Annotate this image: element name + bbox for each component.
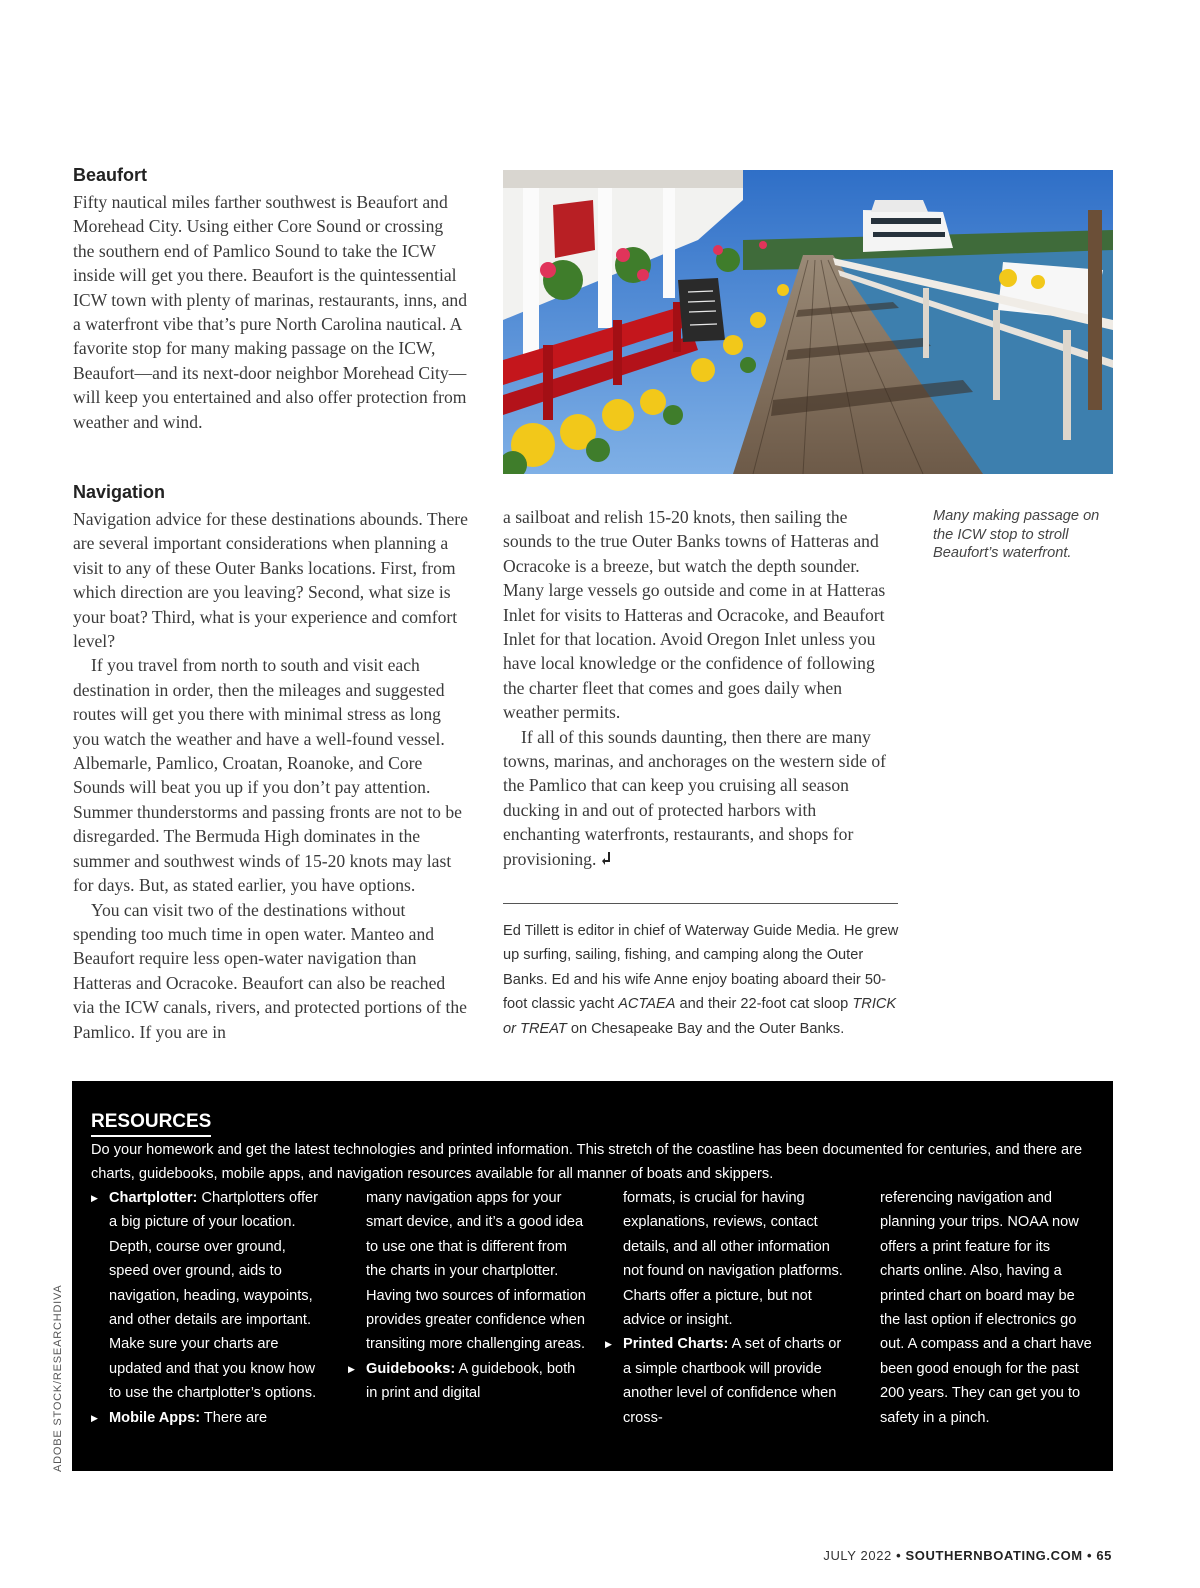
resources-column-2 (348, 1186, 586, 1406)
navigation-paragraph-4: a sailboat and relish 15-20 knots, then sailing the sounds to the true Outer Banks towns of Hatteras and Ocracoke is a breeze, but watch the depth sounder. Many large vessels go outside and come in at Hatteras Inlet for visits to Hatteras and Ocracoke, and Beaufort Inlet for that location. Avoid Oregon Inlet unless you have local knowledge or the confidence of following the charter fleet that comes and goes daily when weather permits. (503, 507, 886, 723)
navigation-paragraph-5 (503, 725, 895, 871)
resources-column-3 (605, 1186, 843, 1430)
resource-mobile-apps (91, 1406, 329, 1430)
navigation-section (73, 481, 469, 1044)
bullet-triangle-icon: ▶ (605, 1339, 612, 1350)
end-mark-icon (601, 849, 613, 869)
article-end-rule (503, 903, 898, 904)
guidebooks-text-b: formats, is crucial for having explanations, reviews, contact details, and all other information not found on navigation platforms. Charts offer a picture, but not advice or insight. (623, 1190, 843, 1329)
page-number: 65 (1096, 1548, 1112, 1563)
resource-printed-charts (605, 1332, 843, 1430)
navigation-paragraph-5-text: If all of this sounds daunting, then there are many towns, marinas, and anchorages on the western side of the Pamlico that can keep you cruising all season ducking in and out of protected harbors with enchanting waterfronts, restaurants, and shops for provisioning. (503, 726, 887, 869)
resources-column-4 (862, 1186, 1092, 1430)
navigation-heading: Navigation (73, 482, 166, 502)
bio-sloop-name: TRICK or TREAT (503, 996, 897, 1037)
beaufort-heading: Beaufort (73, 165, 148, 185)
bullet-triangle-icon: ▶ (348, 1363, 355, 1374)
mobile-apps-label: Mobile Apps: (109, 1409, 201, 1426)
footer-separator: • (896, 1548, 902, 1563)
bullet-triangle-icon: ▶ (91, 1412, 98, 1423)
chartplotter-text: Chartplotters offer a big picture of your location. Depth, course over ground, speed over ground, aids to navigation, heading, waypoints, and other details are important. Make sure your charts are updated and that you know how to use the chartplotter’s options. (109, 1190, 318, 1402)
waterfront-photo (503, 170, 1113, 474)
chartplotter-label: Chartplotter: (109, 1190, 198, 1206)
printed-charts-label: Printed Charts: (623, 1336, 729, 1353)
resource-guidebooks (348, 1357, 586, 1406)
page-footer (823, 1548, 1112, 1563)
printed-charts-text-a: A set of charts or a simple chartbook will provide another level of confidence when cross- (623, 1336, 842, 1426)
mobile-apps-text-b: many navigation apps for your smart device, and it’s a good idea to use one that is different from the charts in your chartplotter. Having two sources of information provides greater confidence when transiting more challenging areas. (366, 1190, 586, 1353)
bio-text-3: on Chesapeake Bay and the Outer Banks. (566, 1020, 845, 1037)
resources-intro: Do your homework and get the latest technologies and printed information. This stretch of the coastline has been documented for centuries, and there are charts, guidebooks, mobile apps, and navigation resources available for all manner of boats and skippers. (91, 1142, 1083, 1183)
beaufort-section (73, 164, 469, 434)
navigation-paragraph-3: You can visit two of the destinations without spending too much time in open water. Manteo and Beaufort require less open-water navigation than Hatteras and Ocracoke. Beaufort can also be reached via the ICW canals, rivers, and protected portions of the Pamlico. If you are in (73, 899, 467, 1042)
author-bio (503, 919, 903, 1041)
resources-box (72, 1081, 1113, 1471)
footer-site: SOUTHERNBOATING.COM (905, 1548, 1083, 1563)
photo-credit: ADOBE STOCK/RESEARCHDIVA (52, 1284, 64, 1472)
footer-separator-2: • (1086, 1548, 1093, 1563)
resources-title: RESOURCES (91, 1110, 211, 1137)
navigation-paragraph-1: Navigation advice for these destinations abounds. There are several important considerations when planning a visit to any of these Outer Banks locations. First, from which direction are you leaving? Second, what size is your boat? Third, what is your experience and comfort level? (73, 509, 468, 652)
bio-yacht-name: ACTAEA (618, 996, 676, 1013)
printed-charts-text-b: referencing navigation and planning your trips. NOAA now offers a print feature for its charts online. Also, having a printed chart on board may be the last option if electronics go out. A compass and a chart have been good enough for the past 200 years. They can get you to safety in a pinch. (880, 1190, 1092, 1426)
mobile-apps-text-a: There are (203, 1409, 268, 1426)
navigation-paragraph-2: If you travel from north to south and visit each destination in order, then the mileages and suggested routes will get you there with minimal stress as long you watch the weather and have a well-found vessel. Albemarle, Pamlico, Croatan, Roanoke, and Core Sounds will beat you up if you don’t pay attention. Summer thunderstorms and passing fronts are not to be disregarded. The Bermuda High dominates in the summer and southwest winds of 15-20 knots may last for days. But, as stated earlier, you have options. (73, 655, 462, 896)
guidebooks-text-a: A guidebook, both in print and digital (366, 1360, 576, 1402)
footer-date: JULY 2022 (823, 1548, 892, 1563)
bio-text-2: and their 22-foot cat sloop (675, 996, 853, 1013)
bullet-triangle-icon: ▶ (91, 1193, 98, 1203)
beaufort-paragraph: Fifty nautical miles farther southwest is Beaufort and Morehead City. Using either Core Sound or crossing the southern end of Pamlico Sound to take the ICW inside will get you there. Beaufort is the quintessential ICW town with plenty of marinas, restaurants, inns, and a waterfront vibe that’s pure North Carolina nautical. A favorite stop for many making passage on the ICW, Beaufort—and its next-door neighbor Morehead City—will keep you entertained and also offer protection from weather and wind. (73, 192, 467, 432)
photo-caption: Many making passage on the ICW stop to stroll Beaufort’s waterfront. (933, 508, 1100, 561)
resources-column-1 (91, 1186, 329, 1430)
resource-chartplotter (91, 1186, 329, 1406)
navigation-continued (503, 505, 895, 871)
guidebooks-label: Guidebooks: (366, 1360, 456, 1377)
bio-text-1: Ed Tillett is editor in chief of Waterway Guide Media. He grew up surfing, sailing, fishing, and camping along the Outer Banks. Ed and his wife Anne enjoy boating aboard their 50-foot classic yacht (503, 923, 899, 1013)
